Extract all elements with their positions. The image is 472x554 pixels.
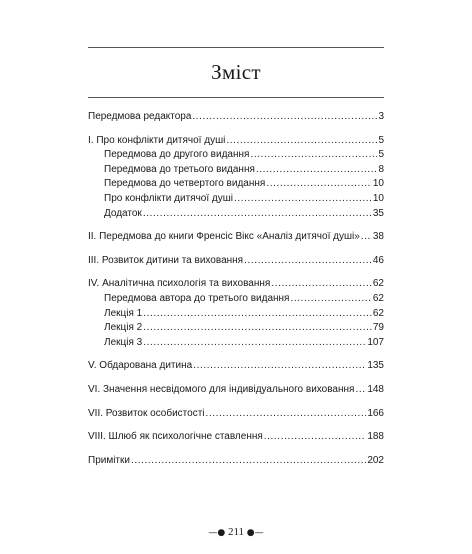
toc-entry-page: 5 (378, 149, 384, 161)
toc-entry-page: 107 (367, 336, 384, 348)
toc-entry-page: 10 (372, 192, 384, 204)
toc-entry-page: 166 (367, 407, 384, 419)
toc-subentry[interactable] (88, 292, 384, 307)
toc-entry-page: 62 (372, 278, 384, 290)
toc-leader-dots (264, 430, 367, 445)
toc-entry[interactable] (88, 254, 384, 269)
toc-entry-label: Передмова до третього видання (104, 163, 255, 175)
toc-leader-dots (256, 163, 378, 178)
toc-entry-label: Передмова редактора (88, 111, 192, 122)
toc-entry-label: VI. Значення несвідомого для індивідуального виховання (88, 383, 355, 395)
toc-leader-dots (226, 134, 377, 149)
toc-leader-dots (250, 148, 377, 163)
top-rule (88, 47, 384, 48)
page-title: Зміст (211, 60, 261, 84)
footer-ornament-left: —● (208, 528, 226, 538)
toc-leader-dots (290, 292, 371, 307)
toc-leader-dots (143, 207, 372, 222)
toc-entry[interactable] (88, 230, 384, 245)
toc-leader-dots (234, 192, 372, 207)
toc-subentry[interactable] (88, 177, 384, 192)
table-of-contents (88, 110, 384, 468)
toc-entry-page: 79 (372, 322, 384, 334)
toc-leader-dots (266, 177, 372, 192)
toc-entry-page: 10 (372, 178, 384, 190)
toc-entry-label: IV. Аналітична психологія та виховання (88, 278, 271, 290)
toc-entry-label: Про конфлікти дитячої душі (104, 192, 233, 204)
toc-entry[interactable] (88, 359, 384, 374)
toc-entry-label: VIII. Шлюб як психологічне ставлення (88, 431, 263, 443)
toc-entry-label: II. Передмова до книги Френсіс Вікс «Аналіз дитячої душі» (88, 231, 360, 243)
toc-entry-label: III. Розвиток дитини та виховання (88, 254, 244, 266)
toc-leader-dots (193, 359, 366, 374)
toc-entry-page: 3 (378, 111, 384, 122)
toc-entry-page: 46 (372, 254, 384, 266)
toc-entry[interactable] (88, 383, 384, 398)
toc-entry-page: 148 (367, 383, 384, 395)
toc-entry-page: 8 (378, 163, 384, 175)
toc-leader-dots (361, 230, 372, 245)
toc-entry-label: Передмова до четвертого видання (104, 178, 266, 190)
toc-subentry[interactable] (88, 192, 384, 207)
toc-entry-label: Лекція 3 (104, 336, 143, 348)
page-number: 211 (227, 526, 245, 538)
toc-entry-label: VII. Розвиток особистості (88, 407, 205, 419)
toc-entry-label: I. Про конфлікти дитячої душі (88, 134, 226, 146)
toc-entry[interactable] (88, 110, 384, 125)
toc-entry-label: Передмова до другого видання (104, 149, 250, 161)
toc-entry[interactable] (88, 430, 384, 445)
toc-subentry[interactable] (88, 163, 384, 178)
toc-subentry[interactable] (88, 148, 384, 163)
toc-leader-dots (355, 383, 366, 398)
toc-entry-label: Лекція 2 (104, 322, 143, 334)
toc-entry[interactable] (88, 454, 384, 469)
title-underline (88, 97, 384, 98)
toc-subentry[interactable] (88, 207, 384, 222)
toc-entry-label: V. Обдарована дитина (88, 360, 193, 372)
toc-leader-dots (143, 336, 366, 351)
toc-subentry[interactable] (88, 336, 384, 351)
footer-ornament-right: ●— (246, 528, 264, 538)
toc-leader-dots (244, 254, 372, 269)
toc-entry-page: 38 (372, 231, 384, 243)
toc-entry-label: Лекція 1 (104, 307, 143, 319)
toc-leader-dots (143, 307, 372, 322)
toc-entry-page: 62 (372, 307, 384, 319)
toc-leader-dots (143, 321, 372, 336)
toc-leader-dots (131, 454, 366, 469)
toc-entry-label: Додаток (104, 207, 142, 219)
toc-subentry[interactable] (88, 321, 384, 336)
page-footer (0, 526, 472, 538)
toc-entry[interactable] (88, 134, 384, 149)
toc-entry-page: 35 (372, 207, 384, 219)
toc-entry-label: Передмова автора до третього видання (104, 292, 290, 304)
toc-leader-dots (206, 407, 367, 422)
toc-entry-page: 5 (378, 134, 384, 146)
toc-entry-page: 188 (367, 431, 384, 443)
toc-entry-label: Примітки (88, 454, 130, 466)
toc-entry-page: 62 (372, 292, 384, 304)
toc-leader-dots (192, 110, 377, 125)
toc-leader-dots (271, 277, 372, 292)
toc-entry[interactable] (88, 407, 384, 422)
toc-entry[interactable] (88, 277, 384, 292)
toc-entry-page: 202 (367, 454, 384, 466)
toc-entry-page: 135 (367, 360, 384, 372)
toc-subentry[interactable] (88, 307, 384, 322)
